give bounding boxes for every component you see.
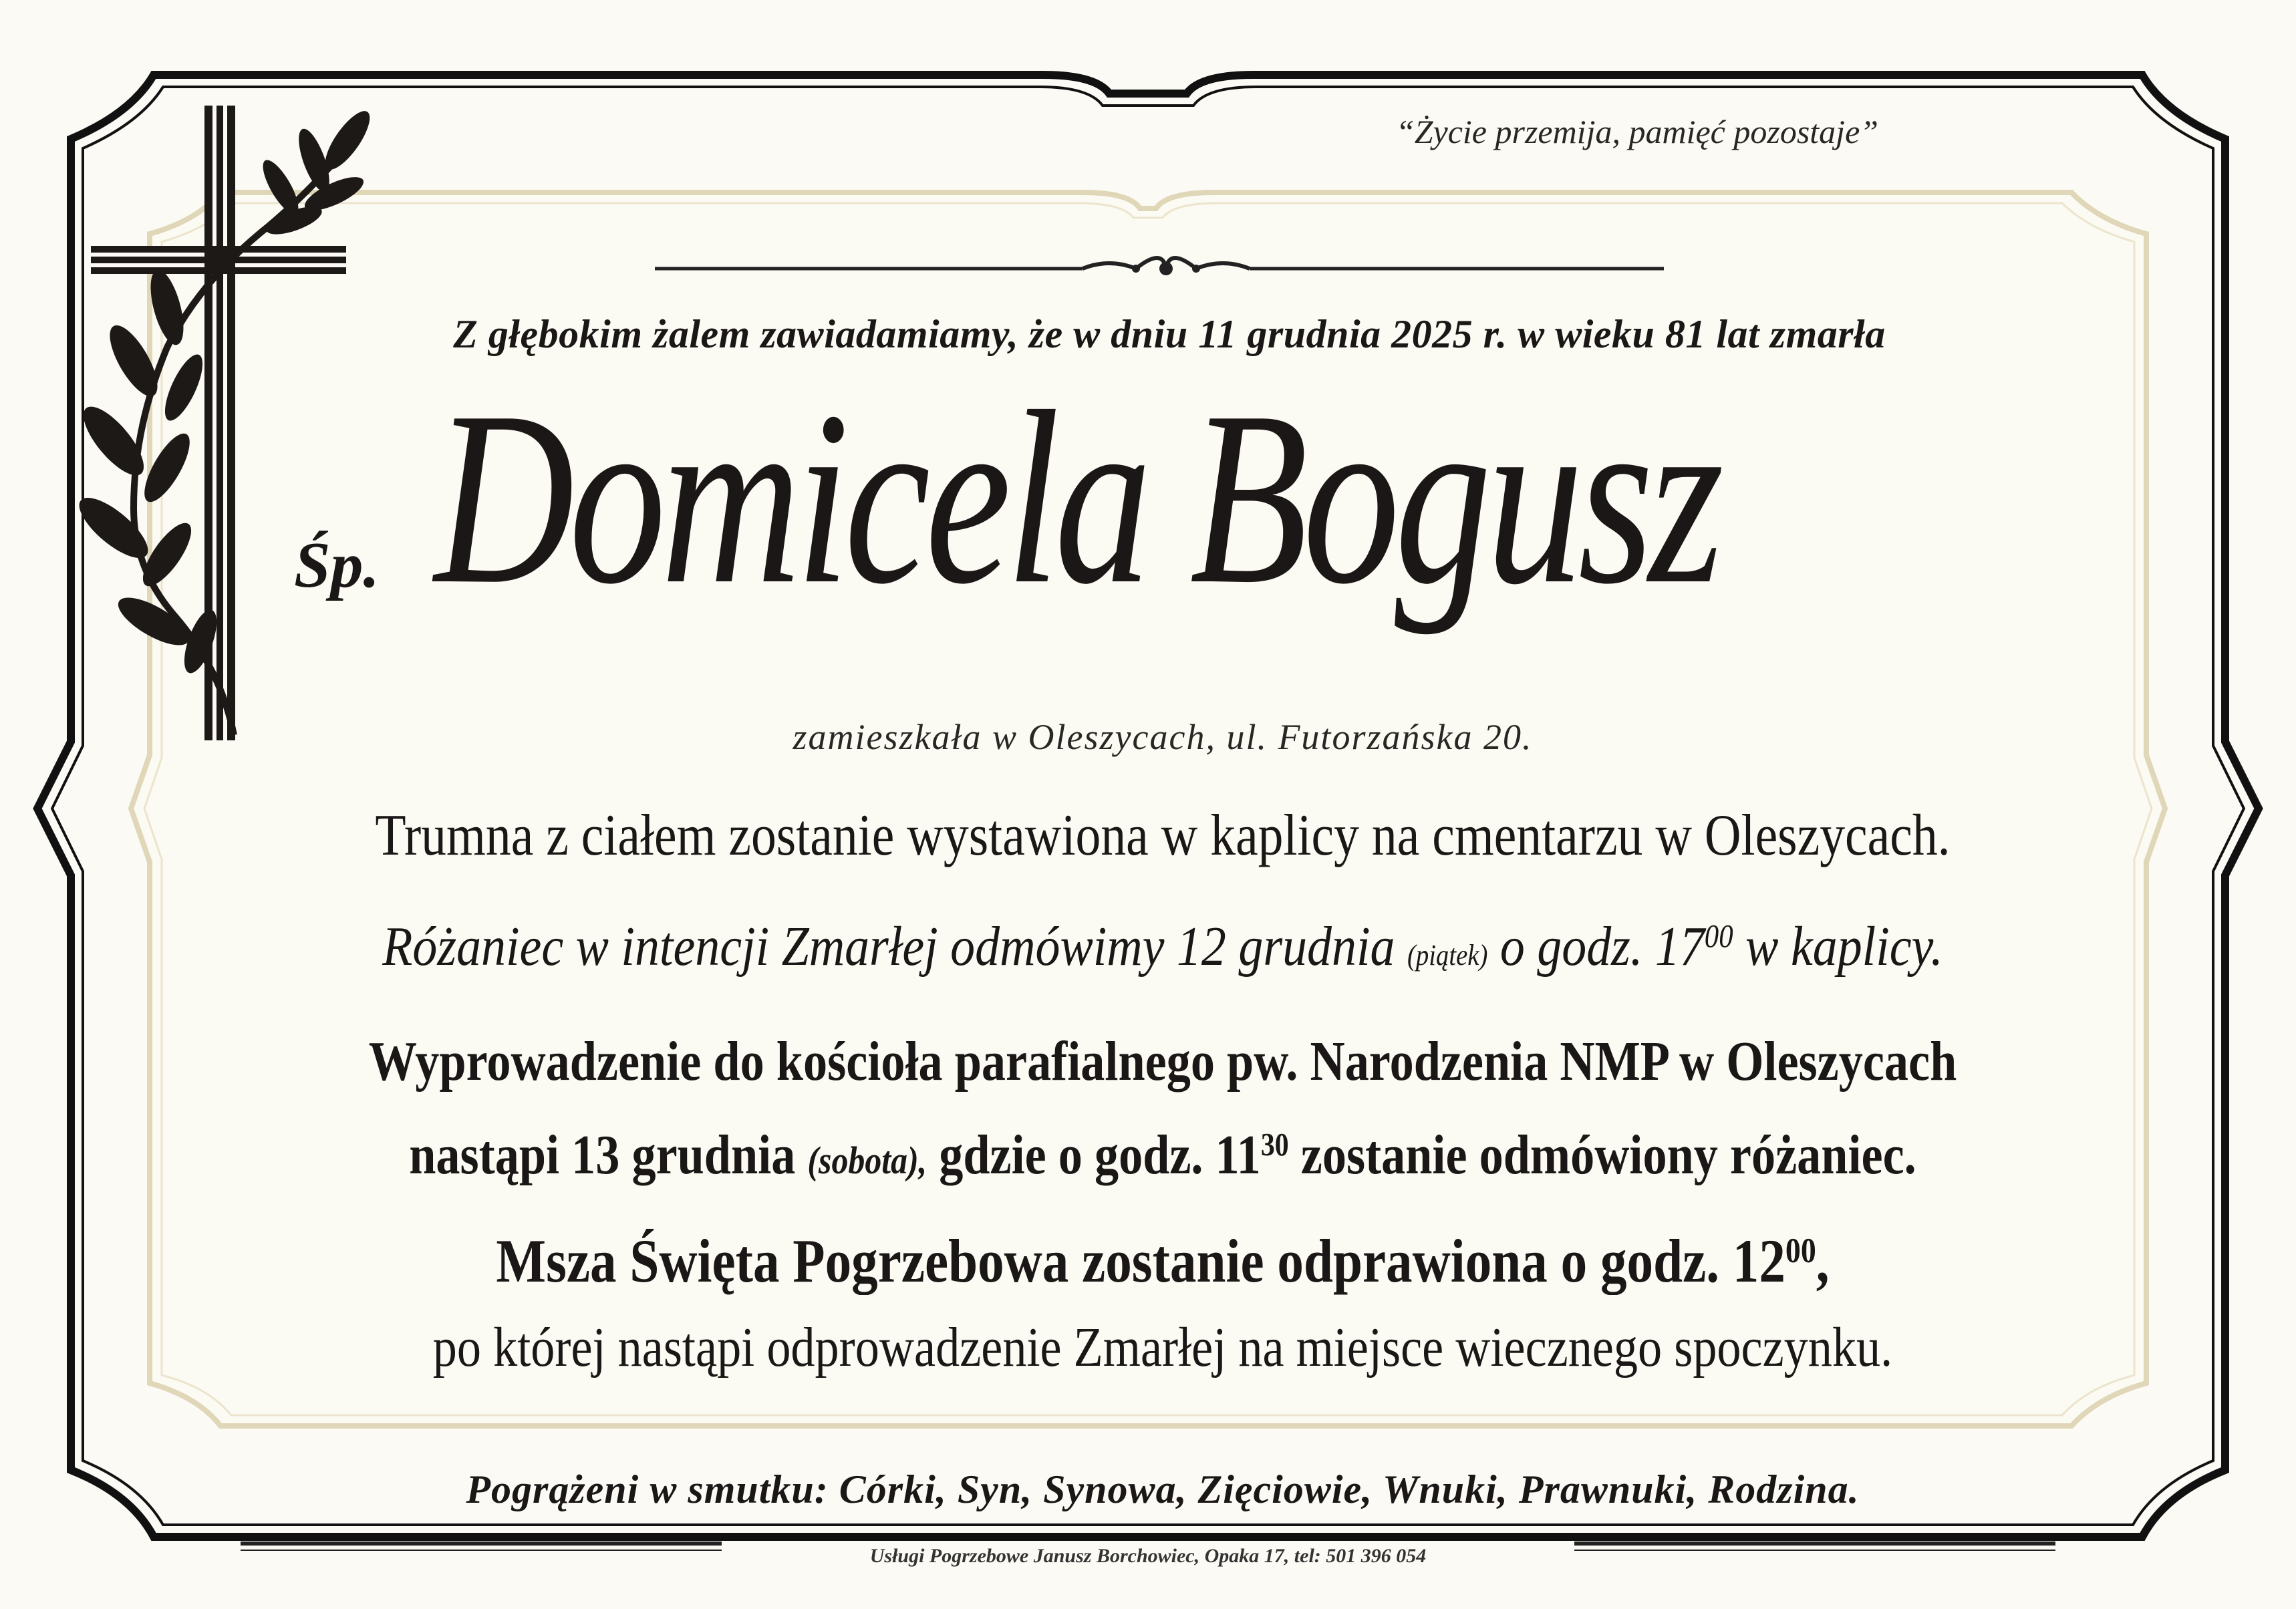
announcement-intro: Z głębokim żalem zawiadamiamy, że w dniu 11 grudnia 2025 r. w wieku 81 lat zmarła <box>453 312 1886 356</box>
rosary-minutes: 00 <box>1704 918 1733 955</box>
address: zamieszkała w Oleszycach, ul. Futorzańska 20. <box>793 717 1533 757</box>
deceased-name: Domicela Bogusz <box>434 361 1719 635</box>
prefix: Śp. <box>294 529 380 601</box>
procession-line-1: Wyprowadzenie do kościoła parafialnego pw. Narodzenia NMP w Oleszycach <box>368 1030 1957 1092</box>
mass-notice: Msza Święta Pogrzebowa zostanie odprawiona o godz. $12^{00}$, <box>496 1227 1830 1295</box>
rosary-day: (piątek) <box>1407 939 1488 972</box>
mourners: Pogrążeni w smutku: Córki, Syn, Synowa, Zięciowie, Wnuki, Prawnuki, Rodzina. <box>466 1467 1860 1511</box>
name-row <box>294 361 2098 655</box>
procession-minutes: 30 <box>1260 1127 1289 1163</box>
coffin-notice: Trumna z ciałem zostanie wystawiona w kaplicy na cmentarzu w Oleszycach. <box>375 803 1951 868</box>
burial-notice: po której nastąpi odprowadzenie Zmarłej na miejsce wiecznego spoczynku. <box>432 1316 1893 1378</box>
mass-minutes: 00 <box>1785 1229 1816 1270</box>
rosary-notice: Różaniec w intencji Zmarłej odmówimy 12 grudnia (piątek) o godz. $17^{00}$ w kaplicy. <box>382 915 1943 978</box>
procession-day: (sobota), <box>807 1139 927 1182</box>
procession-line-2: nastąpi 13 grudnia (sobota), gdzie o godz. $11^{30}$ zostanie odmówiony różaniec. <box>409 1124 1916 1186</box>
funeral-company: Usługi Pogrzebowe Janusz Borchowiec, Opaka 17, tel: 501 396 054 <box>869 1545 1427 1567</box>
motto: “Życie przemija, pamięć pozostaje” <box>1395 113 1879 150</box>
